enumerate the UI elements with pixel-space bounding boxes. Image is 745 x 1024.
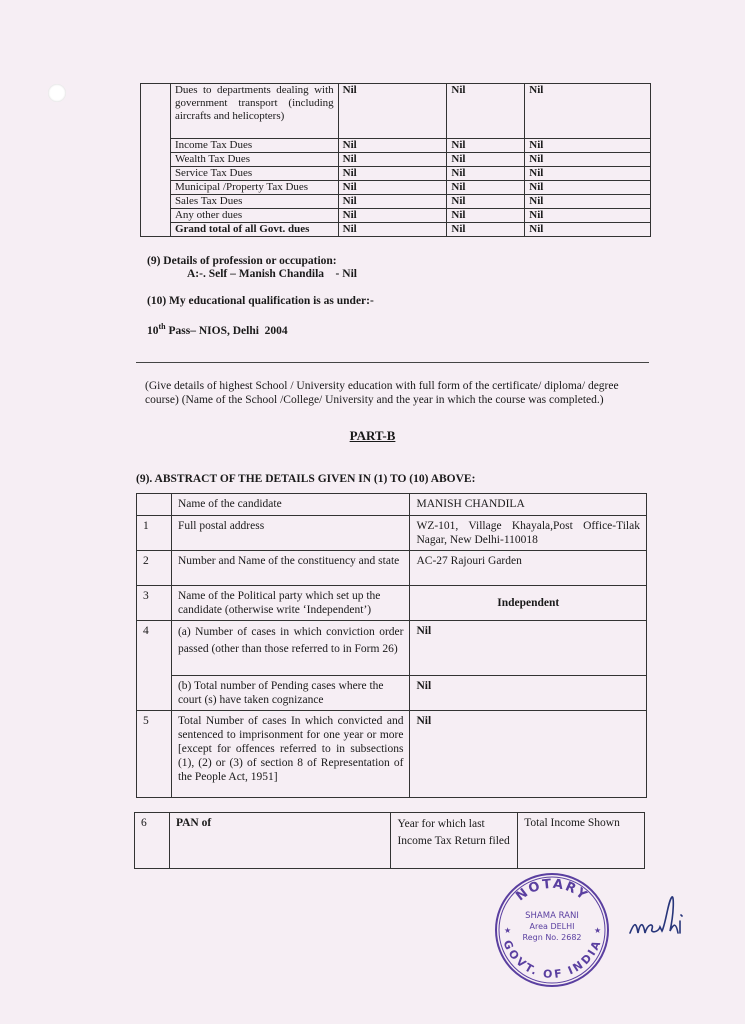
row-number-cell — [141, 84, 171, 237]
abstract-value: MANISH CHANDILA — [410, 494, 647, 516]
dues-value: Nil — [525, 139, 651, 153]
abstract-label: (b) Total number of Pending cases where the court (s) have taken cognizance — [171, 676, 410, 711]
abstract-value: AC-27 Rajouri Garden — [410, 551, 647, 586]
dues-value: Nil — [447, 139, 525, 153]
abstract-value: Nil — [410, 711, 647, 798]
table-row — [137, 494, 647, 516]
dues-value: Nil — [447, 153, 525, 167]
dues-label: Sales Tax Dues — [170, 195, 338, 209]
divider-line — [136, 362, 649, 363]
dues-label: Dues to departments dealing with government transport (including aircrafts and helicopters) — [170, 84, 338, 139]
signature — [628, 893, 700, 943]
table-row — [135, 813, 645, 869]
section-9-heading: (9) Details of profession or occupation: — [147, 255, 337, 267]
dues-value: Nil — [525, 223, 651, 237]
row-number: 2 — [137, 551, 172, 586]
table-row — [137, 551, 647, 586]
dues-label: Income Tax Dues — [170, 139, 338, 153]
education-line — [147, 322, 288, 337]
year-label: Year for which last Income Tax Return filed — [391, 813, 518, 869]
table-row — [137, 711, 647, 798]
income-label: Total Income Shown — [518, 813, 645, 869]
abstract-label: Total Number of cases In which convicted and sentenced to imprisonment for one year or more [except for offences referred to in subsections (1), (2) or (3) of section 8 of Representation of the People Act, 1951] — [171, 711, 410, 798]
dues-value: Nil — [525, 167, 651, 181]
svg-text:GOVT. OF INDIA — [500, 938, 603, 981]
table-row — [141, 181, 651, 195]
dues-value: Nil — [338, 167, 447, 181]
table-row — [137, 676, 647, 711]
abstract-label: Full postal address — [171, 516, 410, 551]
abstract-label: (a) Number of cases in which conviction order passed (other than those referred to in Form 26) — [171, 621, 410, 676]
stamp-area: Area DELHI — [529, 922, 575, 931]
row-number: 6 — [135, 813, 170, 869]
pan-table — [134, 812, 645, 869]
abstract-value: Nil — [410, 621, 647, 676]
dues-value: Nil — [525, 181, 651, 195]
table-row — [141, 153, 651, 167]
row-number: 5 — [137, 711, 172, 798]
dues-label: Service Tax Dues — [170, 167, 338, 181]
star-icon: ★ — [504, 926, 512, 935]
stamp-regn: Regn No. 2682 — [522, 933, 582, 942]
dues-value: Nil — [525, 195, 651, 209]
dues-label: Municipal /Property Tax Dues — [170, 181, 338, 195]
table-row — [137, 516, 647, 551]
dues-value: Nil — [525, 84, 651, 139]
dues-value: Nil — [338, 223, 447, 237]
notary-stamp — [490, 870, 615, 988]
table-row — [141, 167, 651, 181]
dues-value: Nil — [447, 167, 525, 181]
row-number: 1 — [137, 516, 172, 551]
abstract-value: Independent — [410, 586, 647, 621]
table-row — [141, 84, 651, 139]
pan-label: PAN of — [169, 813, 390, 869]
table-row — [137, 621, 647, 676]
dues-value: Nil — [338, 181, 447, 195]
stamp-top-text: NOTARY — [513, 876, 591, 905]
education-grade-suffix: th — [158, 322, 166, 331]
dues-value: Nil — [447, 195, 525, 209]
table-row — [141, 195, 651, 209]
section-10-heading: (10) My educational qualification is as under:- — [147, 295, 374, 307]
abstract-value: Nil — [410, 676, 647, 711]
dues-table — [140, 83, 651, 237]
dues-value: Nil — [338, 153, 447, 167]
abstract-heading: (9). ABSTRACT OF THE DETAILS GIVEN IN (1) TO (10) ABOVE: — [136, 473, 476, 485]
abstract-label: Name of the candidate — [171, 494, 410, 516]
abstract-table — [136, 493, 647, 798]
dues-value: Nil — [338, 139, 447, 153]
dues-value: Nil — [447, 181, 525, 195]
row-number: 4 — [137, 621, 172, 711]
instruction-text: (Give details of highest School / University education with full form of the certificate/ diploma/ degree course) (Name of the School /College/ University and the year in which the course was completed.) — [145, 380, 619, 406]
part-b-title: PART-B — [349, 428, 396, 443]
punch-hole — [48, 84, 66, 102]
table-row — [141, 209, 651, 223]
dues-label: Any other dues — [170, 209, 338, 223]
occupation-line: A:-. Self – Manish Chandila - Nil — [187, 268, 357, 280]
abstract-value: WZ-101, Village Khayala,Post Office-Tilak Nagar, New Delhi-110018 — [410, 516, 647, 551]
dues-value: Nil — [338, 84, 447, 139]
dues-value: Nil — [525, 153, 651, 167]
stamp-name: SHAMA RANI — [525, 911, 579, 921]
abstract-label: Number and Name of the constituency and state — [171, 551, 410, 586]
abstract-label: Name of the Political party which set up the candidate (otherwise write ‘Independent’) — [171, 586, 410, 621]
stamp-bottom-text: GOVT. OF INDIA — [500, 938, 604, 982]
education-detail: Pass– NIOS, Delhi 2004 — [165, 324, 288, 337]
dues-label: Wealth Tax Dues — [170, 153, 338, 167]
education-grade: 10 — [147, 324, 159, 337]
dues-value: Nil — [447, 84, 525, 139]
table-row — [141, 139, 651, 153]
star-icon: ★ — [594, 926, 602, 935]
row-number: 3 — [137, 586, 172, 621]
dues-value: Nil — [447, 209, 525, 223]
row-number-cell — [137, 494, 172, 516]
dues-value: Nil — [338, 195, 447, 209]
table-row — [137, 586, 647, 621]
dues-value: Nil — [447, 223, 525, 237]
table-row — [141, 223, 651, 237]
grand-total-label: Grand total of all Govt. dues — [170, 223, 338, 237]
dues-value: Nil — [338, 209, 447, 223]
dues-value: Nil — [525, 209, 651, 223]
